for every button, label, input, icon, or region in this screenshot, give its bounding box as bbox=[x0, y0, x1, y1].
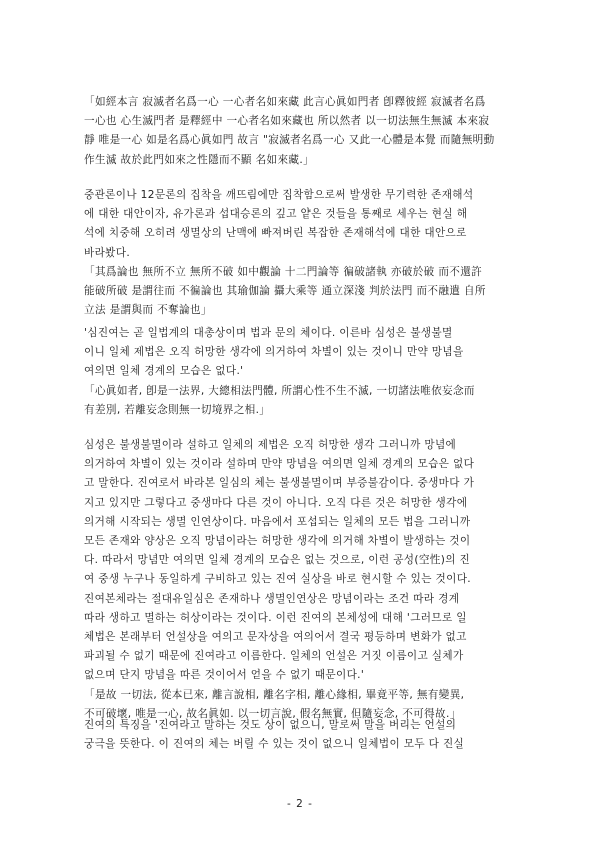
text-line: 진여의 특징을 '진여라고 말하는 것도 상이 없으니, 말로써 말을 버리는 언설의 bbox=[84, 719, 457, 731]
body-paragraph bbox=[84, 436, 520, 724]
text-line: 「其爲論也 無所不立 無所不破 如中觀論 十二門論等 徧破諸執 亦破於破 而不還許 bbox=[84, 265, 483, 278]
text-line: 作生滅 故於此門如來之性隱而不顯 名如來藏.」 bbox=[84, 153, 315, 166]
text-line: 不可破壞, 唯是一心, 故名眞如. 以一切言說, 假名無實, 但隨妄念, 不可得故.」 bbox=[84, 707, 461, 720]
text-line: 「心眞如者, 卽是一法界, 大總相法門體, 所謂心性不生不滅, 一切諸法唯依妄念而 bbox=[84, 384, 475, 397]
text-line: 지고 있지만 그렇다고 중생마다 다른 것이 아니다. 오직 다른 것은 허망한 생각에 bbox=[84, 496, 468, 509]
text-line: 체법은 본래부터 언설상을 여의고 문자상을 여의어서 결국 평등하며 변화가 없고 bbox=[84, 631, 467, 644]
text-line: 立法 是謂與而 不奪論也」 bbox=[84, 304, 212, 317]
text-line: 의거해 시작되는 생멸 인연상이다. 마음에서 포섭되는 일체의 모든 법을 그러니까 bbox=[84, 515, 471, 528]
text-line: 一心也 心生滅門者 是釋經中 一心者名如來藏也 所以然者 以一切法無生無滅 本來寂 bbox=[84, 115, 490, 128]
text-line: 따라 생하고 멸하는 허상이라는 것이다. 이런 진여의 본체성에 대해 '그러므로 일 bbox=[84, 611, 467, 624]
body-paragraph bbox=[84, 716, 520, 754]
text-line: 「如經本言 寂滅者名爲一心 一心者名如來藏 此言心眞如門者 卽釋彼經 寂滅者名爲 bbox=[84, 96, 486, 108]
text-line: 다. 따라서 망념만 여의면 일체 경계의 모습은 없는 것으로, 이런 공성(空性)의 진 bbox=[84, 554, 471, 567]
text-line: 고 말한다. 진여로서 바라본 일심의 체는 불생불멸이며 부증불감이다. 중생마다 가 bbox=[84, 477, 475, 490]
text-line: 없으며 단지 망념을 따른 것이어서 얻을 수 없기 때문이다.' bbox=[84, 669, 365, 682]
text-line: 의거하여 차별이 있는 것이라 설하며 만약 망념을 여의면 일체 경계의 모습은 없다 bbox=[84, 458, 475, 471]
text-line: 궁극을 뜻한다. 이 진여의 체는 버릴 수 있는 것이 없으니 일체법이 모두 다 진실 bbox=[84, 738, 465, 751]
text-line: 이니 일체 제법은 오직 허망한 생각에 의거하여 차별이 있는 것이니 만약 망념을 bbox=[84, 346, 464, 359]
text-line: 바라봤다. bbox=[84, 246, 131, 259]
page-number: - 2 - bbox=[287, 798, 313, 810]
text-line: 에 대한 대안이자, 유가론과 섭대승론의 깊고 얕은 것들을 통째로 세우는 현실 해 bbox=[84, 208, 468, 221]
text-line: 중관론이나 12문론의 집착을 깨뜨림에만 집착함으로써 발생한 무기력한 존재해석 bbox=[84, 189, 474, 201]
text-line: 석에 치중해 오히려 생멸상의 난맥에 빠져버린 복잡한 존재해석에 대한 대안으로 bbox=[84, 227, 467, 240]
text-line: 「是故 一切法, 從本已來, 離言說相, 離名字相, 離心緣相, 畢竟平等, 無有變異, bbox=[84, 688, 465, 701]
body-paragraph bbox=[84, 186, 520, 320]
text-line: 能破所破 是謂往而 不徧論也 其瑜伽論 攝大乘等 通立深淺 判於法門 而不融遣 自所 bbox=[84, 285, 486, 298]
text-line: 파괴될 수 없기 때문에 진여라고 이름한다. 일체의 언설은 거짓 이름이고 실체가 bbox=[84, 650, 464, 663]
text-line: 有差別, 若離妄念則無一切境界之相.」 bbox=[84, 403, 271, 416]
body-paragraph bbox=[84, 324, 520, 420]
text-line: 모든 존재와 양상은 오직 망념이라는 허망한 생각에 의거해 차별이 발생하는 것이 bbox=[84, 535, 471, 548]
text-line: 심성은 불생불멸이라 설하고 일체의 제법은 오직 허망한 생각 그러니까 망념에 bbox=[84, 439, 457, 451]
text-line: 여의면 일체 경계의 모습은 없다.' bbox=[84, 365, 244, 378]
text-line: 진여본체라는 절대유일심은 존재하나 생멸인연상은 망념이라는 조건 따라 경계 bbox=[84, 592, 460, 605]
sutra-quote-paragraph bbox=[84, 93, 520, 170]
text-line: 여 중생 누구나 동일하게 구비하고 있는 진여 실상을 바로 현시할 수 있는 것이다. bbox=[84, 573, 471, 586]
text-line: 靜 唯是一心 如是名爲心眞如門 故言 "寂滅者名爲一心 又此一心體是本覺 而隨無明動 bbox=[84, 134, 495, 147]
text-line: '심진여는 곧 일법계의 대총상이며 법과 문의 체이다. 이른바 심성은 불생불멸 bbox=[84, 327, 453, 339]
